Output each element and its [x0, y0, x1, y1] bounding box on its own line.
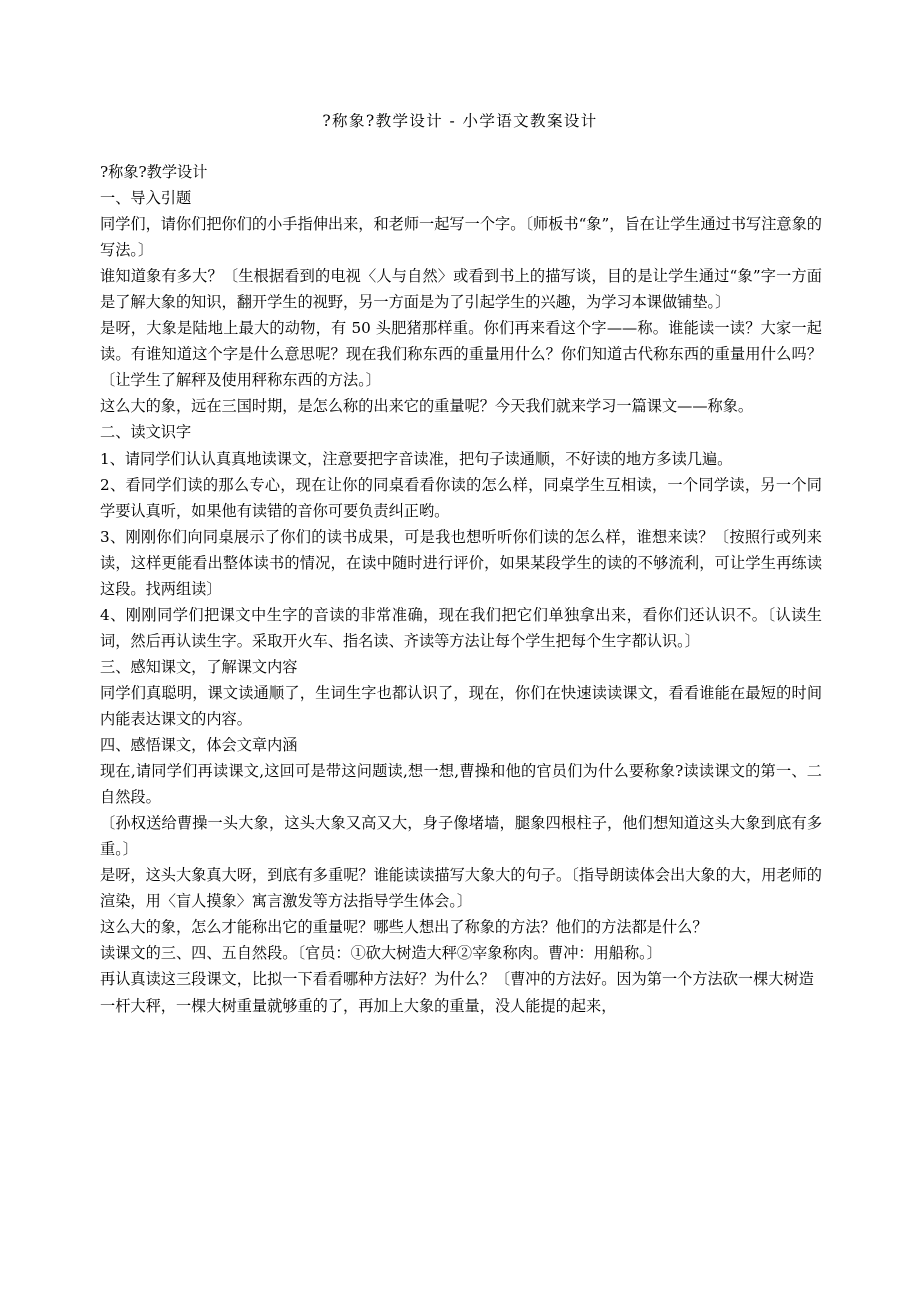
paragraph: 这么大的象，远在三国时期，是怎么称的出来它的重量呢？今天我们就来学习一篇课文——称象。 — [100, 397, 754, 416]
paragraph: 三、感知课文，了解课文内容 — [100, 657, 298, 676]
paragraph: 这么大的象，怎么才能称出它的重量呢？哪些人想出了称象的方法？他们的方法都是什么？ — [100, 918, 708, 937]
paragraph: 1、请同学们认认真真地读课文，注意要把字音读准，把句子读通顺，不好读的地方多读几遍。 — [100, 449, 733, 468]
paragraph: 现在,请同学们再读课文,这回可是带这问题读,想一想,曹操和他的官员们为什么要称象?读读课文的第一、二自然段。 — [100, 762, 822, 807]
paragraph: 4、刚刚同学们把课文中生字的音读的非常准确，现在我们把它们单独拿出来，看你们还认识不。〔认读生词，然后再认读生字。采取开火车、指名读、齐读等方法让每个学生把每个生字都认识。〕 — [100, 605, 822, 650]
paragraph: 一、导入引题 — [100, 189, 192, 208]
paragraph: 是呀，大象是陆地上最大的动物，有 50 头肥猪那样重。你们再来看这个字——称。谁能读一读？大家一起读。有谁知道这个字是什么意思呢？现在我们称东西的重量用什么？你们知道古代称东西的重量用什么吗？〔让学生了解秤及使用秤称东西的方法。〕 — [100, 319, 822, 390]
paragraph: 再认真读这三段课文，比拟一下看看哪种方法好？为什么？〔曹冲的方法好。因为第一个方法砍一棵大树造一杆大秤，一棵大树重量就够重的了，再加上大象的重量，没人能提的起来， — [100, 970, 814, 1015]
paragraph: 3、刚刚你们向同桌展示了你们的读书成果，可是我也想听听你们读的怎么样，谁想来读？〔按照行或列来读，这样更能看出整体读书的情况，在读中随时进行评价，如果某段学生的读的不够流利，可让学生再练读这段。找两组读〕 — [100, 527, 822, 598]
paragraph: 四、感悟课文，体会文章内涵 — [100, 736, 298, 755]
paragraph: 2、看同学们读的那么专心，现在让你的同桌看看你读的怎么样，同桌学生互相读，一个同学读，另一个同学要认真听，如果他有读错的音你可要负责纠正哟。 — [100, 475, 822, 520]
paragraph: 〔孙权送给曹操一头大象，这头大象又高又大，身子像堵墙，腿象四根柱子，他们想知道这头大象到底有多重。〕 — [100, 814, 822, 859]
paragraph: ?称象?教学设计 — [100, 163, 208, 181]
paragraph: 二、读文识字 — [100, 423, 192, 442]
paragraph: 是呀，这头大象真大呀，到底有多重呢？谁能读读描写大象大的句子。〔指导朗读体会出大象的大，用老师的渲染，用〈盲人摸象〉寓言激发等方法指导学生体会。〕 — [100, 866, 822, 911]
document-body — [100, 159, 822, 1019]
paragraph: 谁知道象有多大？〔生根据看到的电视〈人与自然〉或看到书上的描写谈，目的是让学生通过“象”字一方面是了解大象的知识，翻开学生的视野，另一方面是为了引起学生的兴趣，为学习本课做铺垫。〕 — [100, 267, 822, 312]
paragraph: 读课文的三、四、五自然段。〔官员：①砍大树造大秤②宰象称肉。曹冲：用船称。〕 — [100, 944, 662, 963]
paragraph: 同学们真聪明，课文读通顺了，生词生字也都认识了，现在，你们在快速读读课文，看看谁能在最短的时间内能表达课文的内容。 — [100, 683, 822, 728]
paragraph: 同学们，请你们把你们的小手指伸出来，和老师一起写一个字。〔师板书“象”，旨在让学生通过书写注意象的写法。〕 — [100, 215, 822, 260]
page-title: ?称象?教学设计 - 小学语文教案设计 — [322, 112, 598, 130]
